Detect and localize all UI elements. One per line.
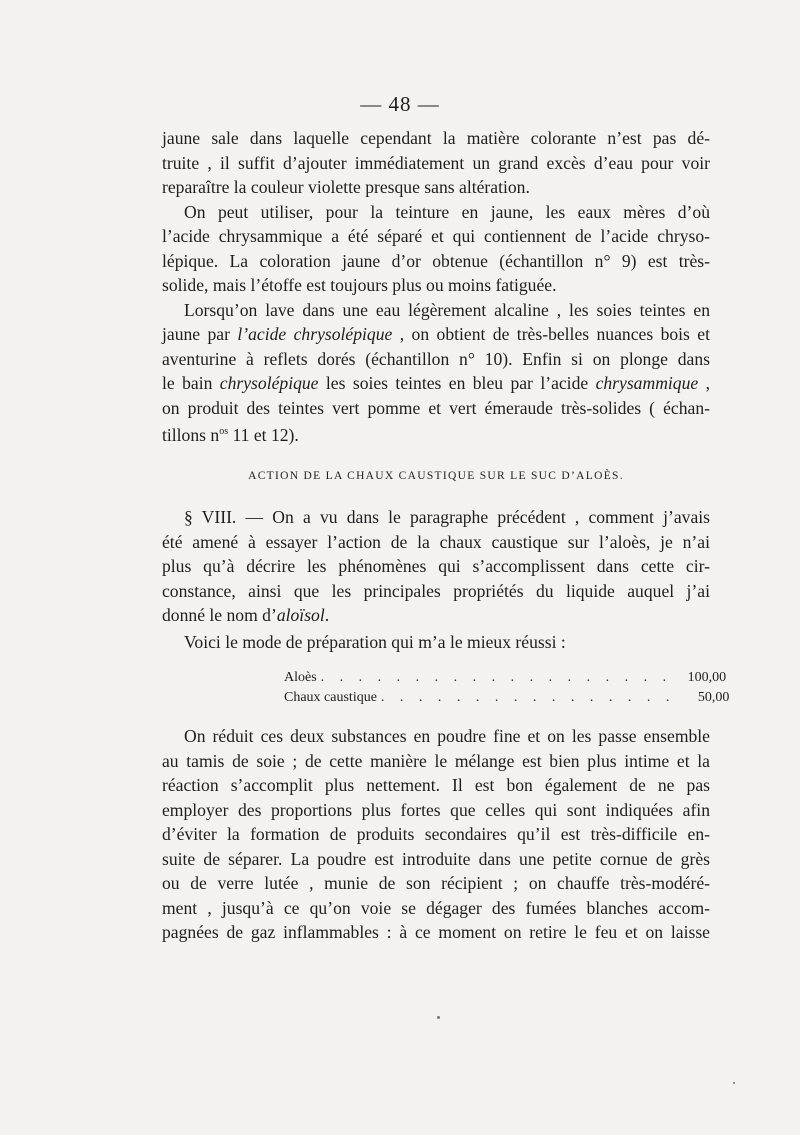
text-line: ment , jusqu’à ce qu’on voie se dégager des fumées blanches accom- — [162, 897, 710, 918]
text-line: constance, ainsi que les principales propriétés du liquide auquel j’ai — [162, 580, 710, 601]
text-line: suite de séparer. La poudre est introduite dans une petite cornue de grès — [162, 848, 710, 869]
ingredient-quantity: 50,00 — [697, 690, 730, 705]
ingredient-quantity: 100,00 — [687, 670, 727, 685]
text-line: réaction s’accomplit plus nettement. Il est bon également de ne pas — [162, 775, 710, 795]
text-line: d’éviter la formation de produits secondaires qu’il est très-difficile en- — [162, 824, 710, 844]
text-line: pagnées de gaz inflammables : à ce moment on retire le feu et on laisse — [162, 922, 710, 942]
text-line — [162, 420, 710, 445]
text-line: On réduit ces deux substances en poudre fine et on les passe ensemble — [184, 726, 710, 746]
recipe-row — [284, 688, 730, 708]
recipe-list — [284, 668, 730, 708]
text-line — [162, 371, 710, 396]
ingredient-name: Chaux caustique — [284, 690, 377, 705]
paper-speck — [733, 1082, 735, 1084]
leader-dots: . . . . . . . . . . . . . . . . — [380, 690, 676, 705]
italic-term: chrysammique — [595, 373, 699, 393]
text-fragment: les soies teintes en bleu par l’acide — [318, 373, 596, 393]
text-line: § VIII. — On a vu dans le paragraphe précédent , comment j’avais — [184, 507, 710, 527]
text-line — [162, 322, 710, 347]
text-line: reparaître la couleur violette presque sans altération. — [162, 177, 530, 197]
italic-term: chrysolépique — [219, 373, 319, 393]
text-line: On peut utiliser, pour la teinture en jaune, les eaux mères d’où — [184, 201, 710, 222]
text-line: solide, mais l’étoffe est toujours plus ou moins fatiguée. — [162, 275, 557, 295]
page-number: — 48 — — [360, 92, 440, 116]
section-heading: ACTION DE LA CHAUX CAUSTIQUE SUR LE SUC D’ALOÈS. — [248, 470, 624, 482]
text-fragment: donné le nom d’ — [162, 605, 277, 625]
ingredient-name: Aloès — [284, 670, 317, 685]
text-line: Voici le mode de préparation qui m’a le mieux réussi : — [184, 632, 566, 652]
paragraph-1 — [162, 126, 710, 200]
text-line: ou de verre lutée , munie de son récipient ; on chauffe très-modéré- — [162, 873, 710, 893]
text-line: lépique. La coloration jaune d’or obtenue (échantillon n° 9) est très- — [162, 250, 710, 271]
paragraph-4 — [162, 505, 710, 628]
italic-term: l’acide chrysolépique — [237, 324, 393, 344]
text-fragment: 11 et 12). — [228, 424, 299, 445]
text-fragment: , — [698, 373, 710, 393]
text-line: été amené à essayer l’action de la chaux caustique sur l’aloès, je n’ai — [162, 531, 710, 552]
text-fragment: , on obtient de très-belles nuances bois et — [392, 324, 711, 344]
text-line: truite , il suffit d’ajouter immédiatement un grand excès d’eau pour voir — [162, 152, 710, 173]
text-line: au tamis de soie ; de cette manière le mélange est bien plus intime et la — [162, 750, 710, 771]
text-line: employer des proportions plus fortes que celles qui sont indiquées afin — [162, 799, 710, 820]
text-line: jaune sale dans laquelle cependant la matière colorante n’est pas dé- — [162, 128, 710, 148]
text-line: plus qu’à décrire les phénomènes qui s’accomplissent dans cette cir- — [162, 556, 710, 576]
text-fragment: jaune par — [162, 324, 238, 344]
text-fragment: le bain — [162, 373, 220, 393]
paragraph-5 — [162, 630, 710, 655]
paragraph-6 — [162, 724, 710, 945]
paragraph-3 — [162, 298, 710, 445]
text-line — [162, 603, 710, 628]
paragraph-2 — [162, 200, 710, 298]
text-line: Lorsqu’on lave dans une eau légèrement alcaline , les soies teintes en — [184, 299, 710, 320]
superscript: os — [219, 426, 229, 437]
paper-speck — [437, 1016, 440, 1019]
text-line: aventurine à reflets dorés (échantillon n° 10). Enfin si on plonge dans — [162, 348, 710, 369]
text-fragment: tillons n — [162, 424, 220, 445]
text-line: on produit des teintes vert pomme et vert émeraude très-solides ( échan- — [162, 397, 710, 418]
italic-term: aloïsol — [276, 605, 325, 625]
text-fragment: . — [324, 605, 330, 625]
recipe-row — [284, 668, 727, 688]
leader-dots: . . . . . . . . . . . . . . . . . . . — [320, 670, 673, 685]
text-line: l’acide chrysammique a été séparé et qui contiennent de l’acide chryso- — [162, 226, 710, 246]
